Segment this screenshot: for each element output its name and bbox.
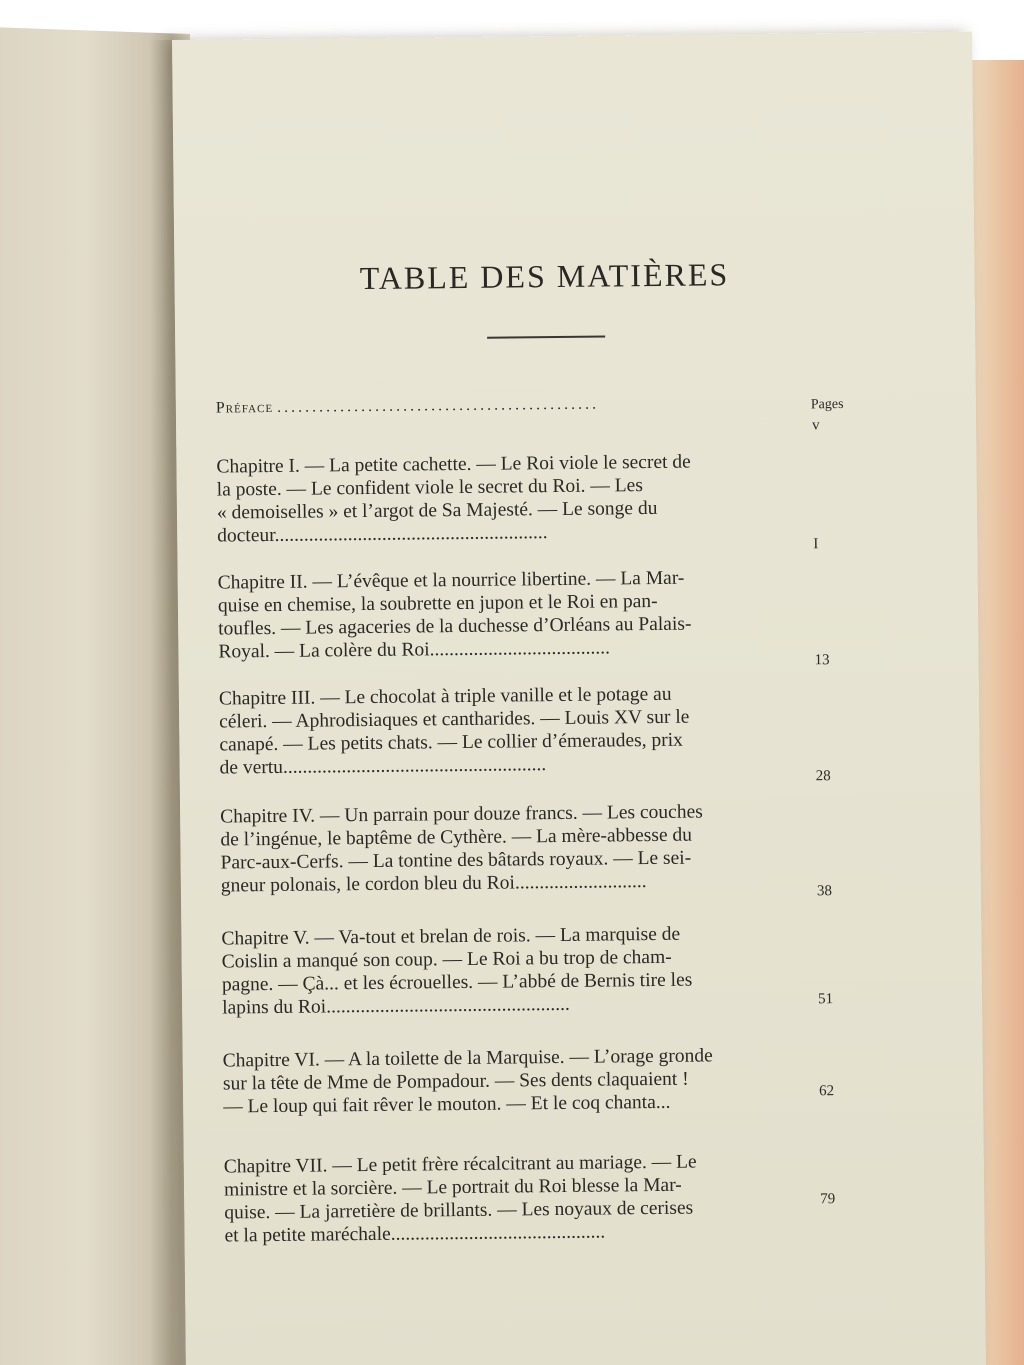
chapter-page: I	[813, 536, 819, 553]
chapter-entry	[221, 921, 802, 1019]
chapter-page: 28	[815, 768, 831, 785]
chapter-entry	[216, 449, 797, 547]
chapter-line: pagne. — Çà... et les écrouelles. — L’abbé de Bernis tire les	[221, 969, 693, 996]
chapter-line: de l’ingénue, le baptême de Cythère. — La mère-abbesse du	[220, 824, 693, 851]
chapter-entry	[219, 681, 800, 779]
chapter-line: de vertu......................................................	[219, 754, 547, 779]
chapter-line: Coislin a manqué son coup. — Le Roi a bu trop de cham-	[221, 946, 672, 973]
chapter-line: toufles. — Les agaceries de la duchesse d’Orléans au Palais-	[218, 613, 692, 640]
chapter-line: Chapitre III. — Le chocolat à triple vanille et le potage au	[218, 683, 672, 710]
chapter-page: 38	[816, 883, 833, 900]
chapter-entry	[218, 565, 799, 663]
chapter-line: céleri. — Aphrodisiaques et cantharides. — Louis XV sur le	[219, 706, 690, 733]
chapter-line: gneur polonais, le cordon bleu du Roi...........................	[220, 871, 647, 897]
chapter-line: Chapitre II. — L’évêque et la nourrice libertine. — La Mar-	[217, 567, 685, 594]
chapter-entry	[224, 1149, 805, 1247]
chapter-page: 79	[820, 1191, 836, 1208]
title-rule	[487, 335, 605, 338]
chapter-line: — Le loup qui fait rêver le mouton. — Et le coq chanta...	[223, 1091, 671, 1118]
chapter-line: ministre et la sorcière. — Le portrait du Roi blesse la Mar-	[223, 1174, 682, 1201]
chapter-entry	[220, 799, 801, 897]
chapter-line: canapé. — Les petits chats. — Le collier d’émeraudes, prix	[219, 729, 683, 756]
preface-label: Préface	[215, 398, 274, 417]
chapter-line: sur la tête de Mme de Pompadour. — Ses dents claquaient !	[222, 1068, 689, 1095]
page-title: TABLE DES MATIÈRES	[359, 256, 730, 297]
chapter-line: quise. — La jarretière de brillants. — Les noyaux de cerises	[224, 1197, 694, 1224]
toc-page	[172, 32, 986, 1365]
chapter-line: Parc-aux-Cerfs. — La tontine des bâtards royaux. — Le sei-	[220, 847, 692, 874]
chapter-line: et la petite maréchale............................................	[224, 1221, 606, 1247]
chapter-line: Chapitre V. — Va-tout et brelan de rois. — La marquise de	[221, 923, 681, 950]
preface-page: v	[811, 417, 820, 434]
chapter-line: Chapitre IV. — Un parrain pour douze francs. — Les couches	[220, 801, 703, 828]
chapter-line: Chapitre I. — La petite cachette. — Le Roi viole le secret de	[216, 451, 691, 478]
chapter-page: 51	[817, 991, 834, 1008]
chapter-entry	[223, 1043, 804, 1118]
chapter-page: 13	[814, 652, 830, 669]
preface-entry	[216, 396, 599, 418]
chapter-line: la poste. — Le confident viole le secret du Roi. — Les	[216, 475, 643, 501]
chapter-line: Chapitre VII. — Le petit frère récalcitrant au mariage. — Le	[223, 1151, 697, 1178]
chapter-line: Royal. — La colère du Roi.....................................	[218, 637, 611, 663]
chapter-line: docteur........................................................	[217, 522, 548, 547]
chapter-page: 62	[818, 1083, 835, 1100]
chapter-line: quise en chemise, la soubrette en jupon et le Roi en pan-	[217, 590, 658, 617]
chapter-line: lapins du Roi..................................................	[222, 993, 570, 1019]
pages-column-label: Pages	[810, 396, 844, 413]
chapter-line: Chapitre VI. — A la toilette de la Marquise. — L’orage gronde	[222, 1045, 713, 1072]
chapter-line: « demoiselles » et l’argot de Sa Majesté. — Le songe du	[216, 497, 658, 524]
preface-leader: ..............................................	[277, 395, 600, 416]
